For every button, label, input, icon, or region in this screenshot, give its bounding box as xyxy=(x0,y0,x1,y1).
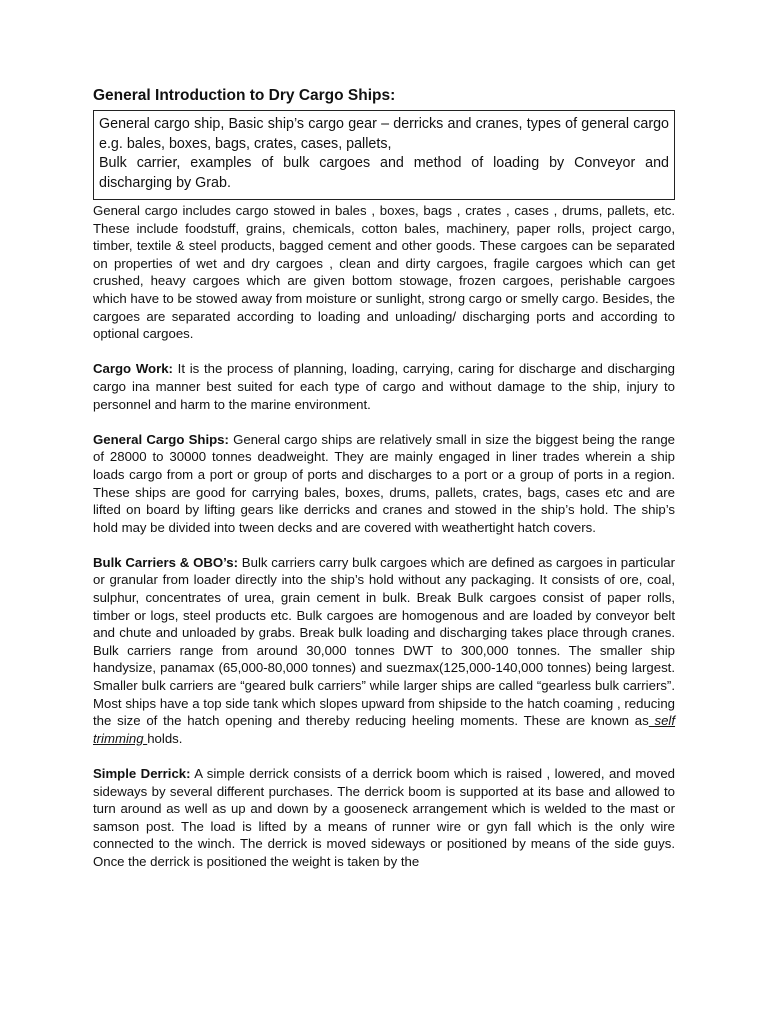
bulk-carriers-tail: holds. xyxy=(147,730,183,746)
bulk-carriers-heading: Bulk Carriers & OBO’s: xyxy=(93,554,239,570)
summary-box xyxy=(93,110,675,200)
bulk-carriers-text: Bulk carriers carry bulk cargoes which are defined as cargoes in particular or granular from loader directly into the ship’s hold without any packaging. It consists of ore, coal, sulphur, concentrates of urea, grain cement in bulk. Break Bulk cargoes consist of paper rolls, timber or logs, steel products etc. Bulk cargoes are homogenous and are loaded by conveyor belt and chute and unloaded by grabs. Break bulk loading and discharging takes place through cranes. Bulk carriers range from around 30,000 tonnes DWT to 300,000 tonnes. The smaller ship handysize, panamax (65,000-80,000 tonnes) and suezmax(125,000-140,000 tonnes) being largest. Smaller bulk carriers are “geared bulk carriers” while larger ships are called “gearless bulk carriers”. Most ships have a top side tank which slopes upward from shipside to the hatch coaming , reducing the size of the hatch opening and thereby reducing heeling moments. These are known as xyxy=(93,554,675,729)
summary-line-2: Bulk carrier, examples of bulk cargoes and method of loading by Conveyor and discharging by Grab. xyxy=(99,155,669,191)
intro-paragraph: General cargo includes cargo stowed in bales , boxes, bags , crates , cases , drums, pallets, etc. These include foodstuff, grains, chemicals, cotton bales, machinery, paper rolls, project cargo, timber, textile & steel products, bagged cement and other goods. These cargoes can be separated on properties of wet and dry cargoes , clean and dirty cargoes, fragile cargoes which can get crushed, heavy cargoes which are given bottom stowage, frozen cargoes, perishable cargoes which have to be stowed away from moisture or sunlight, strong cargo or smelly cargo. Besides, the cargoes are separated according to loading and unloading/ discharging ports and according to optional cargoes. xyxy=(93,203,675,342)
document-page xyxy=(93,86,675,871)
general-cargo-ships-heading: General Cargo Ships: xyxy=(93,431,229,447)
cargo-work-paragraph xyxy=(93,360,675,413)
self-trimming-term: self trimming xyxy=(93,713,676,746)
summary-line-1: General cargo ship, Basic ship’s cargo gear – derricks and cranes, types of general cargo e.g. bales, boxes, bags, crates, cases, pallets, xyxy=(99,116,669,152)
simple-derrick-text: A simple derrick consists of a derrick boom which is raised , lowered, and moved sideways by several different purchases. The derrick boom is supported at its base and allowed to turn around as well as up and down by a gooseneck arrangement which is welded to the mast or samson post. The load is lifted by a means of runner wire or gyn fall which is the only wire connected to the winch. The derrick is moved sideways or positioned by means of the side guys. Once the derrick is positioned the weight is taken by the xyxy=(93,766,675,869)
general-cargo-ships-paragraph xyxy=(93,431,675,537)
simple-derrick-heading: Simple Derrick: xyxy=(93,766,191,781)
simple-derrick-paragraph xyxy=(93,765,675,871)
page-title: General Introduction to Dry Cargo Ships: xyxy=(93,87,396,104)
bulk-carriers-paragraph xyxy=(93,554,675,748)
cargo-work-text: It is the process of planning, loading, carrying, caring for discharge and discharging cargo ina manner best suited for each type of cargo and without damage to the ship, injury to personnel and harm to the marine environment. xyxy=(93,361,675,412)
cargo-work-heading: Cargo Work: xyxy=(93,361,173,377)
general-cargo-ships-text: General cargo ships are relatively small in size the biggest being the range of 28000 to 30000 tonnes deadweight. They are mainly engaged in liner trades wherein a ship loads cargo from a port or group of ports and discharges to a port or a group of ports in a region. These ships are good for carrying bales, boxes, drums, pallets, crates, bags, cases etc and are lifted on board by lifting gears like derricks and cranes and stowed in the ship’s hold. The ship’s hold may be divided into tween decks and are covered with weathertight hatch covers. xyxy=(93,431,675,535)
